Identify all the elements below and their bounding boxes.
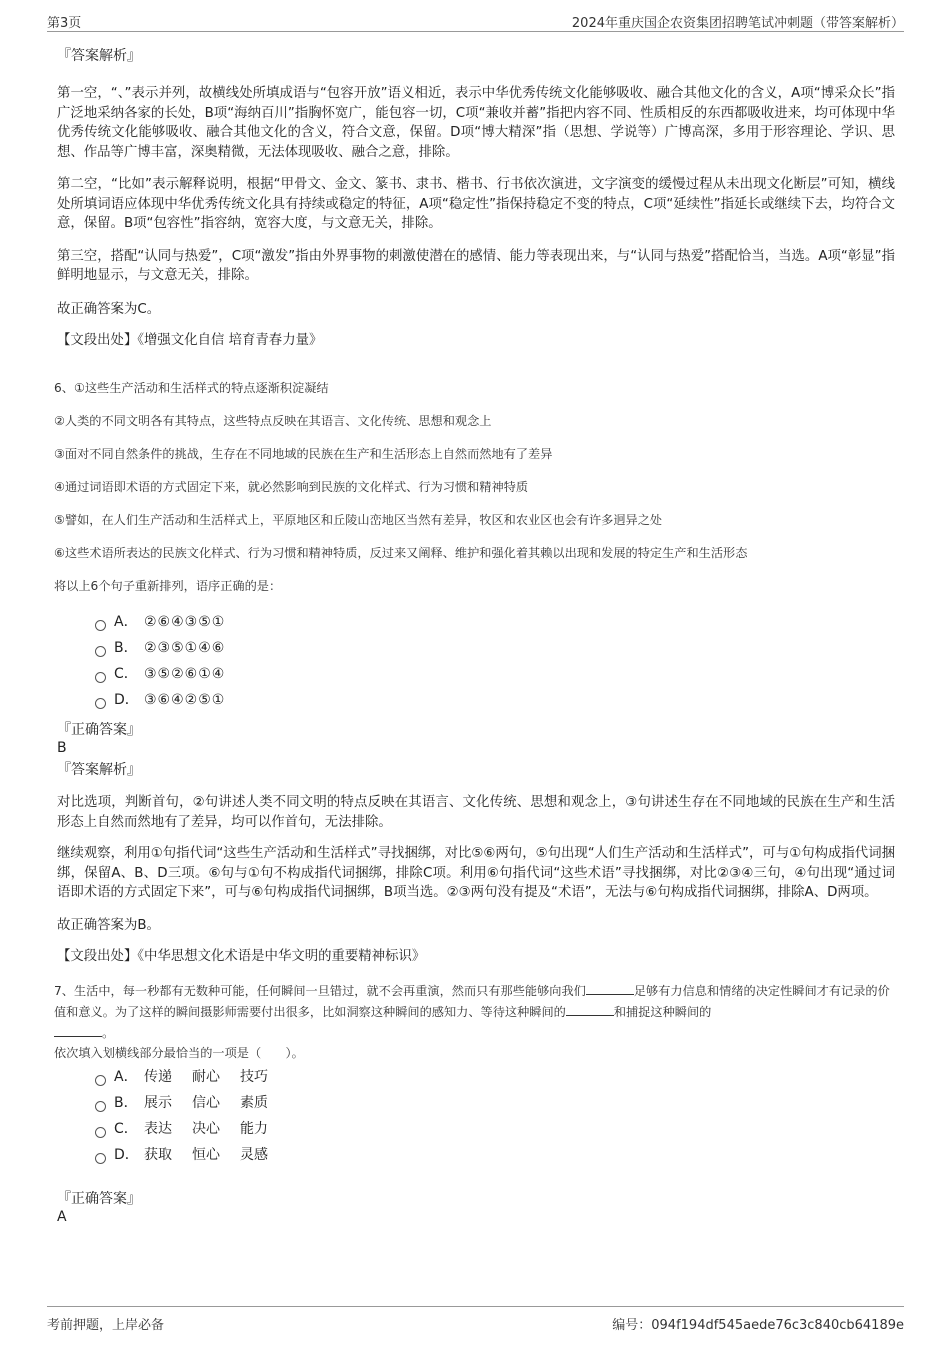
- q6-sentence-3: ③面对不同自然条件的挑战，生存在不同地域的民族在生产和生活形态上自然而然地有了差异: [54, 447, 553, 461]
- q6-section: [54, 379, 895, 967]
- q6-sentence-6: ⑥这些术语所表达的民族文化样式、行为习惯和精神特质，反过来又阐释、维护和强化着其赖以出现和发展的特定生产和生活形态: [54, 546, 748, 560]
- q6-options: [95, 609, 895, 713]
- q6-analysis-title: 『答案解析』: [57, 762, 141, 778]
- page-header: [47, 9, 904, 32]
- radio-icon[interactable]: [95, 672, 106, 683]
- q7-option-a[interactable]: A． 传递 耐心 技巧: [95, 1064, 895, 1090]
- q5-analysis-para-1: 第一空，“、”表示并列，故横线处所填成语与“包容开放”语义相近，表示中华优秀传统文化能够吸收、融合其他文化的含义，A项“博采众长”指广泛地采纳各家的长处，B项“海纳百川”指胸怀宽广，能包容一切，C项“兼收并蓄”指把内容不同、性质相反的东西都吸收进来，均可体现中华优秀传统文化能够吸收、融合其他文化的含义，符合文意，保留。D项“博大精深”指（思想、学说等）广博高深，多用于形容理论、学识、思想、作品等广博丰富，深奥精微，无法体现吸收、融合之意，排除。: [57, 86, 895, 160]
- radio-icon[interactable]: [95, 1101, 106, 1112]
- q6-sentence-1: 6、①这些生产活动和生活样式的特点逐渐积淀凝结: [54, 381, 329, 395]
- q6-conclusion: 故正确答案为B。: [57, 917, 160, 933]
- q5-conclusion: 故正确答案为C。: [57, 301, 161, 317]
- q7-correct-answer: A: [57, 1209, 67, 1225]
- q6-option-d[interactable]: D． ③⑥④②⑤①: [95, 687, 895, 713]
- footer-slogan: 考前押题，上岸必备: [47, 1318, 165, 1333]
- q6-analysis-para-2: 继续观察，利用①句指代词“这些生产活动和生活样式”寻找捆绑，对比⑤⑥两句，⑤句出现“人们生产活动和生活样式”，可与①句构成指代词捆绑，保留A、B、D三项。⑥句与①句不构成指代词捆绑，排除C项。利用⑥句指代词“这些术语”寻找捆绑，对比②③④三句，④句出现“通过词语即术语的方式固定下来”，可与⑥句构成指代词捆绑，B项当选。②③两句没有提及“术语”，无法与⑥句构成指代词捆绑，排除A、D两项。: [57, 846, 895, 900]
- q6-sentence-5: ⑤譬如，在人们生产活动和生活样式上，平原地区和丘陵山峦地区当然有差异，牧区和农业区也会有许多迥异之处: [54, 513, 663, 527]
- q6-source: 【文段出处】《中华思想文化术语是中华文明的重要精神标识》: [57, 949, 426, 964]
- document-title: 2024年重庆国企农资集团招聘笔试冲刺题（带答案解析）: [571, 16, 904, 31]
- q5-analysis-para-2: 第二空，“比如”表示解释说明，根据“甲骨文、金文、篆书、隶书、楷书、行书依次演进，文字演变的缓慢过程从未出现文化断层”可知，横线处所填词语应体现中华优秀传统文化具有持续或稳定的特征，A项“稳定性”指保持稳定不变的特点，C项“延续性”指延长或继续下去，均符合文意，保留。B项“包容性”指容纳，宽容大度，与文意无关，排除。: [57, 177, 895, 231]
- q6-correct-title: 『正确答案』: [57, 722, 141, 738]
- blank-1[interactable]: [586, 982, 634, 995]
- q5-analysis-title: 『答案解析』: [57, 48, 141, 64]
- radio-icon[interactable]: [95, 1153, 106, 1164]
- q7-stem: 7、生活中，每一秒都有无数种可能，任何瞬间一旦错过，就不会再重演，然而只有那些能够向我们 足够有力信息和情绪的决定性瞬间才有记录的价值和意义。为了这样的瞬间摄影师需要付出很多，比如洞察这种瞬间的感知力、等待这种瞬间的 和捕捉这种瞬间的 。: [54, 984, 890, 1040]
- radio-icon[interactable]: [95, 646, 106, 657]
- q5-source: 【文段出处】《增强文化自信 培育青春力量》: [57, 333, 323, 348]
- q6-option-c[interactable]: C． ③⑤②⑥①④: [95, 661, 895, 687]
- blank-3[interactable]: [54, 1024, 102, 1037]
- q7-prompt: 依次填入划横线部分最恰当的一项是（ ）。: [54, 1046, 304, 1060]
- page-number: 第3页: [47, 16, 82, 31]
- radio-icon[interactable]: [95, 1075, 106, 1086]
- q7-correct-title: 『正确答案』: [57, 1191, 141, 1207]
- page-footer: [47, 1306, 904, 1337]
- q6-correct-answer: B: [57, 740, 67, 756]
- q6-option-b[interactable]: B． ②③⑤①④⑥: [95, 635, 895, 661]
- document-body: [54, 40, 895, 1226]
- q7-option-c[interactable]: C． 表达 决心 能力: [95, 1116, 895, 1142]
- q6-prompt: 将以上6个句子重新排列，语序正确的是：: [54, 579, 282, 593]
- blank-2[interactable]: [566, 1003, 614, 1016]
- q5-section: [57, 46, 895, 351]
- q7-section: [54, 981, 895, 1226]
- q7-option-d[interactable]: D． 获取 恒心 灵感: [95, 1142, 895, 1168]
- radio-icon[interactable]: [95, 620, 106, 631]
- radio-icon[interactable]: [95, 1127, 106, 1138]
- radio-icon[interactable]: [95, 698, 106, 709]
- q5-analysis-para-3: 第三空，搭配“认同与热爱”，C项“激发”指由外界事物的刺激使潜在的感情、能力等表现出来，与“认同与热爱”搭配恰当，当选。A项“彰显”指鲜明地显示，与文意无关，排除。: [57, 248, 895, 283]
- q7-option-b[interactable]: B． 展示 信心 素质: [95, 1090, 895, 1116]
- q7-options: [95, 1064, 895, 1168]
- q6-analysis-para-1: 对比选项，判断首句，②句讲述人类不同文明的特点反映在其语言、文化传统、思想和观念上，③句讲述生存在不同地域的民族在生产和生活形态上自然而然地有了差异，均可以作首句，无法排除。: [57, 795, 895, 830]
- q6-sentence-2: ②人类的不同文明各有其特点，这些特点反映在其语言、文化传统、思想和观念上: [54, 414, 492, 428]
- q6-option-a[interactable]: A． ②⑥④③⑤①: [95, 609, 895, 635]
- footer-serial: 编号：094f194df545aede76c3c840cb64189e: [612, 1318, 904, 1333]
- q6-sentence-4: ④通过词语即术语的方式固定下来，就必然影响到民族的文化样式、行为习惯和精神特质: [54, 480, 529, 494]
